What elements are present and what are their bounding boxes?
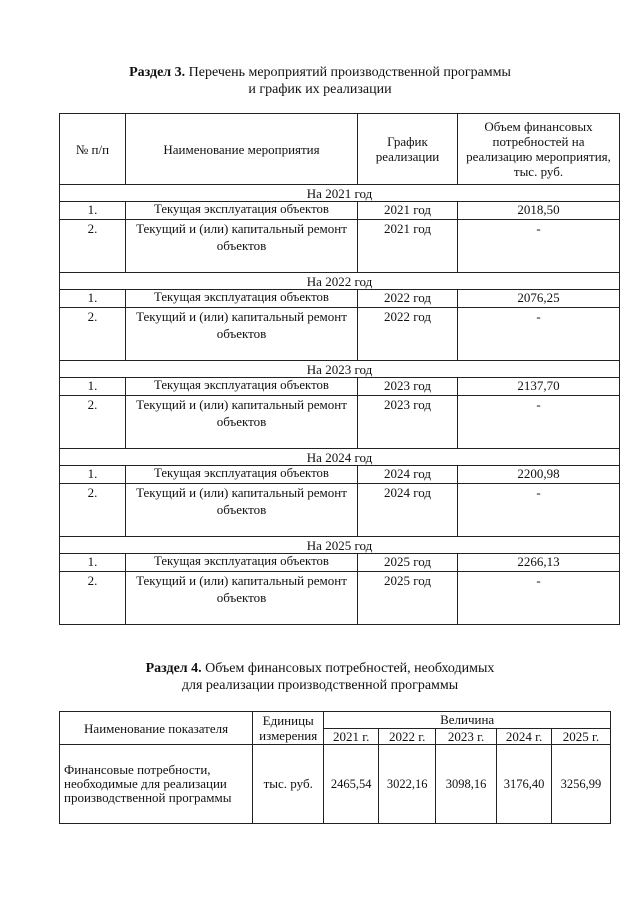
row-name: Текущая эксплуатация объектов xyxy=(126,290,358,308)
section4-title-line2: для реализации производственной программы xyxy=(181,678,459,693)
section3-title-bold: Раздел 3. xyxy=(129,65,186,80)
row-schedule: 2025 год xyxy=(358,572,458,625)
row-amount: 2137,70 xyxy=(458,378,620,396)
header-num: № п/п xyxy=(60,114,126,185)
row-name: Текущий и (или) капитальный ремонт объектов xyxy=(126,484,358,537)
year-row xyxy=(60,361,620,378)
table-row xyxy=(60,220,620,273)
activities-header-row xyxy=(60,114,620,185)
section4-title-rest: Объем финансовых потребностей, необходимых xyxy=(201,661,495,676)
row-name: Текущая эксплуатация объектов xyxy=(126,202,358,220)
row-schedule: 2022 год xyxy=(358,290,458,308)
table-row xyxy=(60,466,620,484)
row-name: Текущий и (или) капитальный ремонт объектов xyxy=(126,220,358,273)
table-row xyxy=(60,378,620,396)
header-schedule: График реализации xyxy=(358,114,458,185)
value-cell: 3176,40 xyxy=(497,745,552,824)
indicator-name: Финансовые потребности, необходимые для реализации производственной программы xyxy=(60,745,253,824)
row-schedule: 2021 год xyxy=(358,202,458,220)
row-amount: - xyxy=(458,396,620,449)
table-row xyxy=(60,572,620,625)
header-unit: Единицы измерения xyxy=(253,712,324,745)
section3-title-line2: и график их реализации xyxy=(248,82,392,97)
year-label: На 2023 год xyxy=(60,361,620,378)
header-indicator: Наименование показателя xyxy=(60,712,253,745)
row-num: 1. xyxy=(60,466,126,484)
row-amount: 2266,13 xyxy=(458,554,620,572)
header-amount: Объем финансовых потребностей на реализацию мероприятия, тыс. руб. xyxy=(458,114,620,185)
header-year: 2022 г. xyxy=(379,728,436,745)
row-amount: - xyxy=(458,220,620,273)
row-name: Текущий и (или) капитальный ремонт объектов xyxy=(126,308,358,361)
row-amount: 2076,25 xyxy=(458,290,620,308)
header-year: 2024 г. xyxy=(497,728,552,745)
year-row xyxy=(60,273,620,290)
financial-needs-table xyxy=(59,711,611,824)
row-name: Текущий и (или) капитальный ремонт объектов xyxy=(126,572,358,625)
row-num: 2. xyxy=(60,220,126,273)
row-num: 2. xyxy=(60,572,126,625)
row-num: 1. xyxy=(60,202,126,220)
row-amount: 2018,50 xyxy=(458,202,620,220)
row-amount: - xyxy=(458,484,620,537)
year-row xyxy=(60,537,620,554)
row-amount: 2200,98 xyxy=(458,466,620,484)
header-year: 2023 г. xyxy=(436,728,497,745)
header-value: Величина xyxy=(324,712,611,729)
value-cell: 3022,16 xyxy=(379,745,436,824)
value-cell: 2465,54 xyxy=(324,745,379,824)
row-num: 1. xyxy=(60,378,126,396)
activities-table xyxy=(59,113,620,625)
year-row xyxy=(60,185,620,202)
year-label: На 2022 год xyxy=(60,273,620,290)
value-cell: 3098,16 xyxy=(436,745,497,824)
row-schedule: 2024 год xyxy=(358,466,458,484)
financial-data-row xyxy=(60,745,611,824)
table-row xyxy=(60,554,620,572)
table-row xyxy=(60,290,620,308)
row-num: 1. xyxy=(60,554,126,572)
row-schedule: 2021 год xyxy=(358,220,458,273)
row-num: 2. xyxy=(60,396,126,449)
year-label: На 2025 год xyxy=(60,537,620,554)
row-num: 1. xyxy=(60,290,126,308)
value-cell: 3256,99 xyxy=(551,745,610,824)
row-name: Текущая эксплуатация объектов xyxy=(126,554,358,572)
row-num: 2. xyxy=(60,308,126,361)
table-row xyxy=(60,484,620,537)
header-name: Наименование мероприятия xyxy=(126,114,358,185)
row-name: Текущая эксплуатация объектов xyxy=(126,466,358,484)
header-year: 2025 г. xyxy=(551,728,610,745)
table-row xyxy=(60,202,620,220)
financial-header-row xyxy=(60,712,611,729)
header-year: 2021 г. xyxy=(324,728,379,745)
section3-title-rest: Перечень мероприятий производственной программы xyxy=(185,65,511,80)
year-label: На 2024 год xyxy=(60,449,620,466)
row-amount: - xyxy=(458,308,620,361)
table-row xyxy=(60,308,620,361)
row-schedule: 2023 год xyxy=(358,378,458,396)
activities-body xyxy=(60,185,620,625)
row-schedule: 2024 год xyxy=(358,484,458,537)
row-name: Текущая эксплуатация объектов xyxy=(126,378,358,396)
row-name: Текущий и (или) капитальный ремонт объектов xyxy=(126,396,358,449)
row-amount: - xyxy=(458,572,620,625)
table-row xyxy=(60,396,620,449)
section4-title-bold: Раздел 4. xyxy=(145,661,202,676)
year-row xyxy=(60,449,620,466)
row-num: 2. xyxy=(60,484,126,537)
row-schedule: 2022 год xyxy=(358,308,458,361)
year-label: На 2021 год xyxy=(60,185,620,202)
section3-title xyxy=(0,64,640,98)
row-schedule: 2023 год xyxy=(358,396,458,449)
row-schedule: 2025 год xyxy=(358,554,458,572)
section4-title xyxy=(0,660,640,694)
indicator-unit: тыс. руб. xyxy=(253,745,324,824)
